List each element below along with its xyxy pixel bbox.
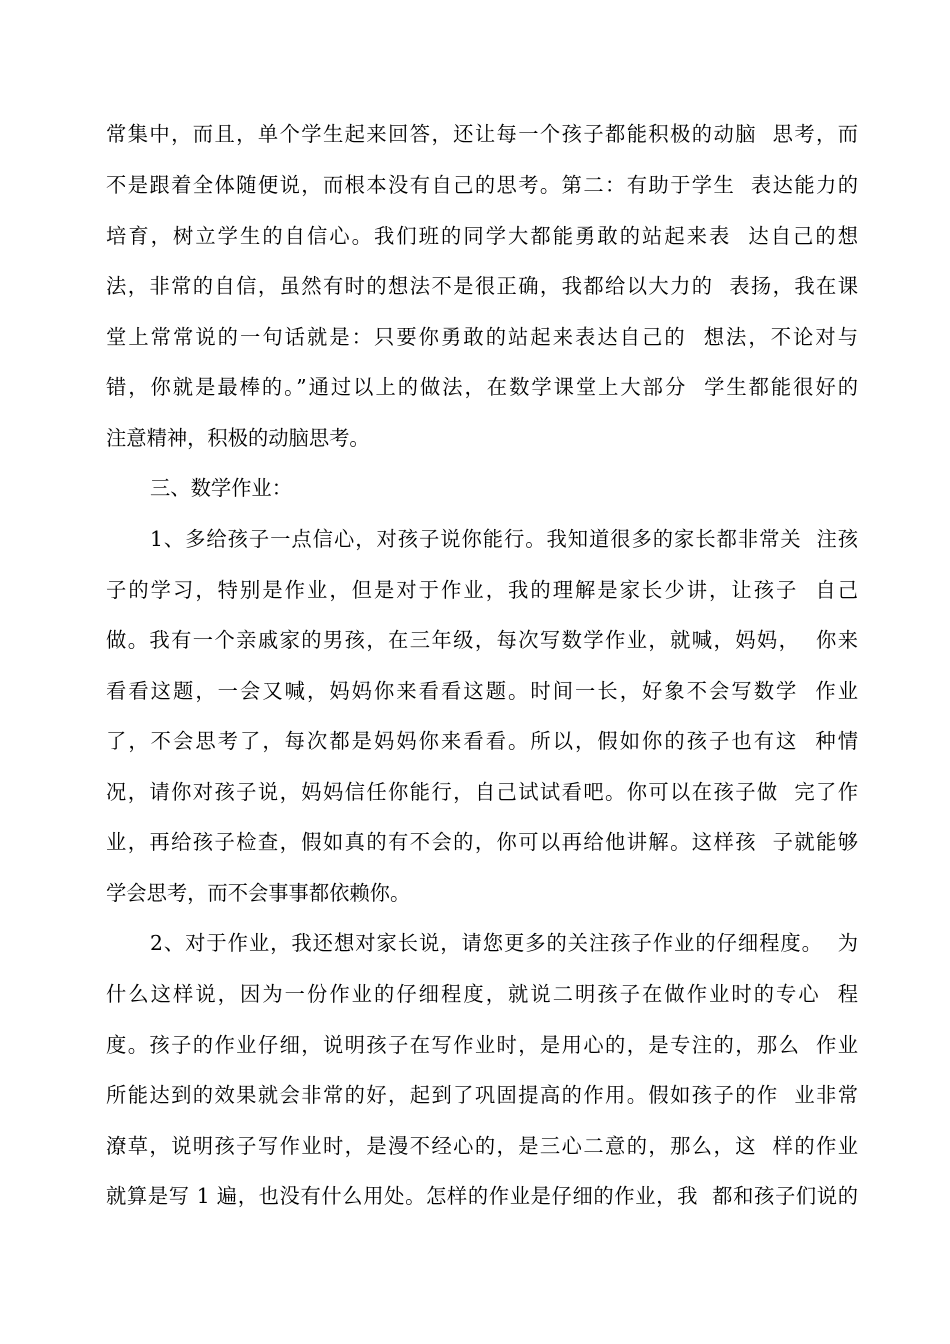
- text-line: 所能达到的效果就会非常的好，起到了巩固提高的作用。假如孩子的作 业非常: [106, 1083, 858, 1107]
- text-line: 就算是写 1 遍，也没有什么用处。怎样的作业是仔细的作业，我 都和孩子们说的: [106, 1184, 858, 1208]
- text-line: 度。孩子的作业仔细，说明孩子在写作业时，是用心的，是专注的，那么 作业: [106, 1033, 858, 1057]
- text-line: 做。我有一个亲戚家的男孩，在三年级，每次写数学作业，就喊，妈妈， 你来: [106, 628, 858, 652]
- text-line: 错，你就是最棒的。”通过以上的做法，在数学课堂上大部分 学生都能很好的: [106, 375, 858, 399]
- text-line: 子的学习，特别是作业，但是对于作业，我的理解是家长少讲，让孩子 自己: [106, 578, 858, 602]
- text-line: 注意精神，积极的动脑思考。: [106, 426, 370, 450]
- text-line: 况，请你对孩子说，妈妈信任你能行，自己试试看吧。你可以在孩子做 完了作: [106, 780, 858, 804]
- text-line: 业，再给孩子检查，假如真的有不会的，你可以再给他讲解。这样孩 子就能够: [106, 830, 858, 854]
- text-line: 不是跟着全体随便说，而根本没有自己的思考。第二：有助于学生 表达能力的: [106, 173, 858, 197]
- text-line: 2、对于作业，我还想对家长说，请您更多的关注孩子作业的仔细程度。 为: [150, 931, 858, 955]
- text-line: 堂上常常说的一句话就是：只要你勇敢的站起来表达自己的 想法，不论对与: [106, 325, 858, 349]
- text-line: 学会思考，而不会事事都依赖你。: [106, 881, 411, 905]
- text-line: 1、多给孩子一点信心，对孩子说你能行。我知道很多的家长都非常关 注孩: [150, 527, 858, 551]
- text-line: 常集中，而且，单个学生起来回答，还让每一个孩子都能积极的动脑 思考，而: [106, 122, 858, 146]
- text-line: 培育，树立学生的自信心。我们班的同学大都能勇敢的站起来表 达自己的想: [106, 224, 858, 248]
- section-heading: 三、数学作业：: [150, 476, 292, 500]
- text-line: 潦草，说明孩子写作业时，是漫不经心的，是三心二意的，那么，这 样的作业: [106, 1134, 858, 1158]
- text-line: 法，非常的自信，虽然有时的想法不是很正确，我都给以大力的 表扬，我在课: [106, 274, 858, 298]
- text-line: 什么这样说，因为一份作业的仔细程度，就说二明孩子在做作业时的专心 程: [106, 982, 858, 1006]
- text-line: 看看这题，一会又喊，妈妈你来看看这题。时间一长，好象不会写数学 作业: [106, 679, 858, 703]
- text-line: 了，不会思考了，每次都是妈妈你来看看。所以，假如你的孩子也有这 种情: [106, 729, 858, 753]
